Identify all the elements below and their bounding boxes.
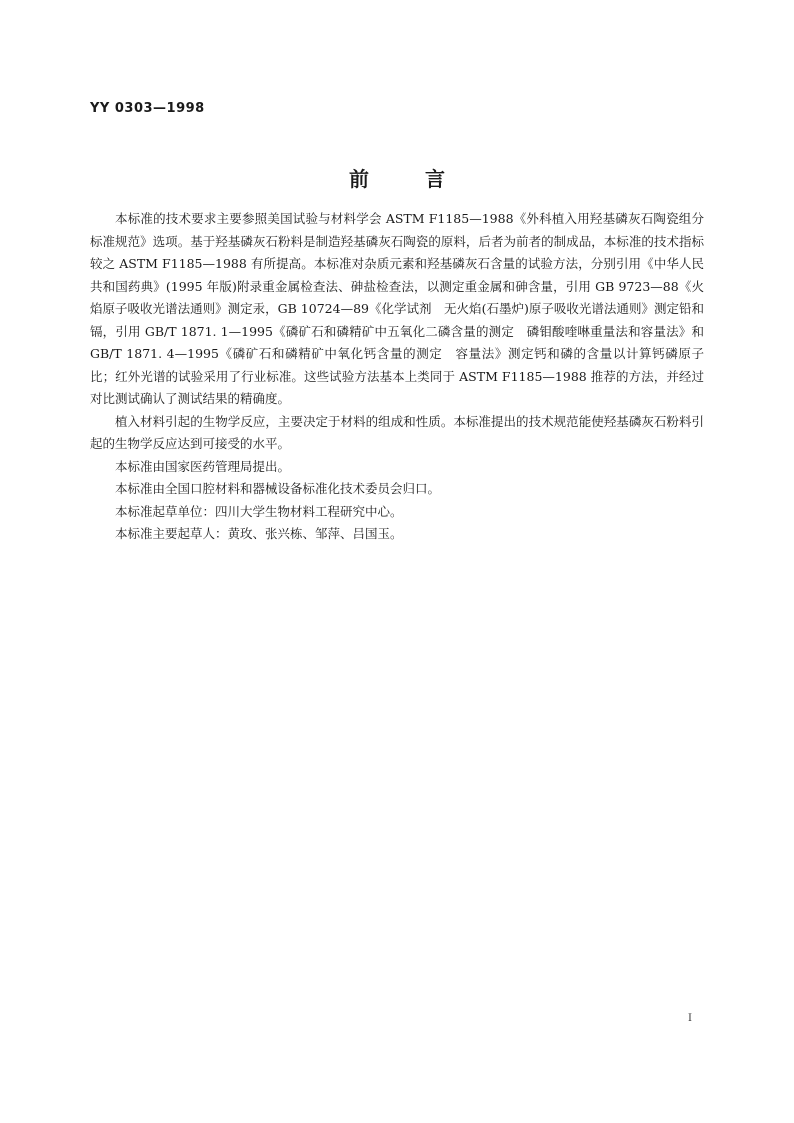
paragraph-proposer: 本标准由国家医药管理局提出。 bbox=[115, 458, 291, 474]
standard-code: YY 0303—1998 bbox=[90, 101, 205, 116]
paragraph-centralized-unit: 本标准由全国口腔材料和器械设备标准化技术委员会归口。 bbox=[115, 481, 441, 496]
page-title bbox=[0, 163, 794, 192]
title-char-1: 前 bbox=[349, 167, 369, 191]
page-number: I bbox=[688, 1013, 692, 1024]
paragraph-biological-response: 植入材料引起的生物学反应，主要决定于材料的组成和性质。本标准提出的技术规范能使羟基磷灰石粉料引起的生物学反应达到可接受的水平。 bbox=[90, 413, 704, 451]
paragraph-technical-requirements: 本标准的技术要求主要参照美国试验与材料学会 ASTM F1185—1988《外科植入用羟基磷灰石陶瓷组分标准规范》选项。基于羟基磷灰石粉料是制造羟基磷灰石陶瓷的原料，后者为前者的制成品，本标准的技术指标较之 ASTM F1185—1988 有所提高。本标准对杂质元素和羟基磷灰石含量的试验方法，分别引用《中华人民共和国药典》(1995 年版)附录重金属检查法、砷盐检查法，以测定重金属和砷含量，引用 GB 9723—88《火焰原子吸收光谱法通则》测定汞，GB 10724—89《化学试剂 无火焰(石墨炉)原子吸收光谱法通则》测定铅和镉，引用 GB/T 1871. 1—1995《磷矿石和磷精矿中五氧化二磷含量的测定 磷钼酸喹啉重量法和容量法》和 GB/T 1871. 4—1995《磷矿石和磷精矿中氧化钙含量的测定 容量法》测定钙和磷的含量以计算钙磷原子比；红外光谱的试验采用了行业标准。这些试验方法基本上类同于 ASTM F1185—1988 推荐的方法，并经过对比测试确认了测试结果的精确度。 bbox=[90, 211, 704, 406]
paragraph-drafting-unit: 本标准起草单位：四川大学生物材料工程研究中心。 bbox=[115, 503, 403, 519]
title-char-2: 言 bbox=[425, 167, 445, 191]
foreword-body bbox=[90, 208, 704, 546]
paragraph-drafters: 本标准主要起草人：黄玫、张兴栋、邹萍、吕国玉。 bbox=[115, 526, 403, 541]
